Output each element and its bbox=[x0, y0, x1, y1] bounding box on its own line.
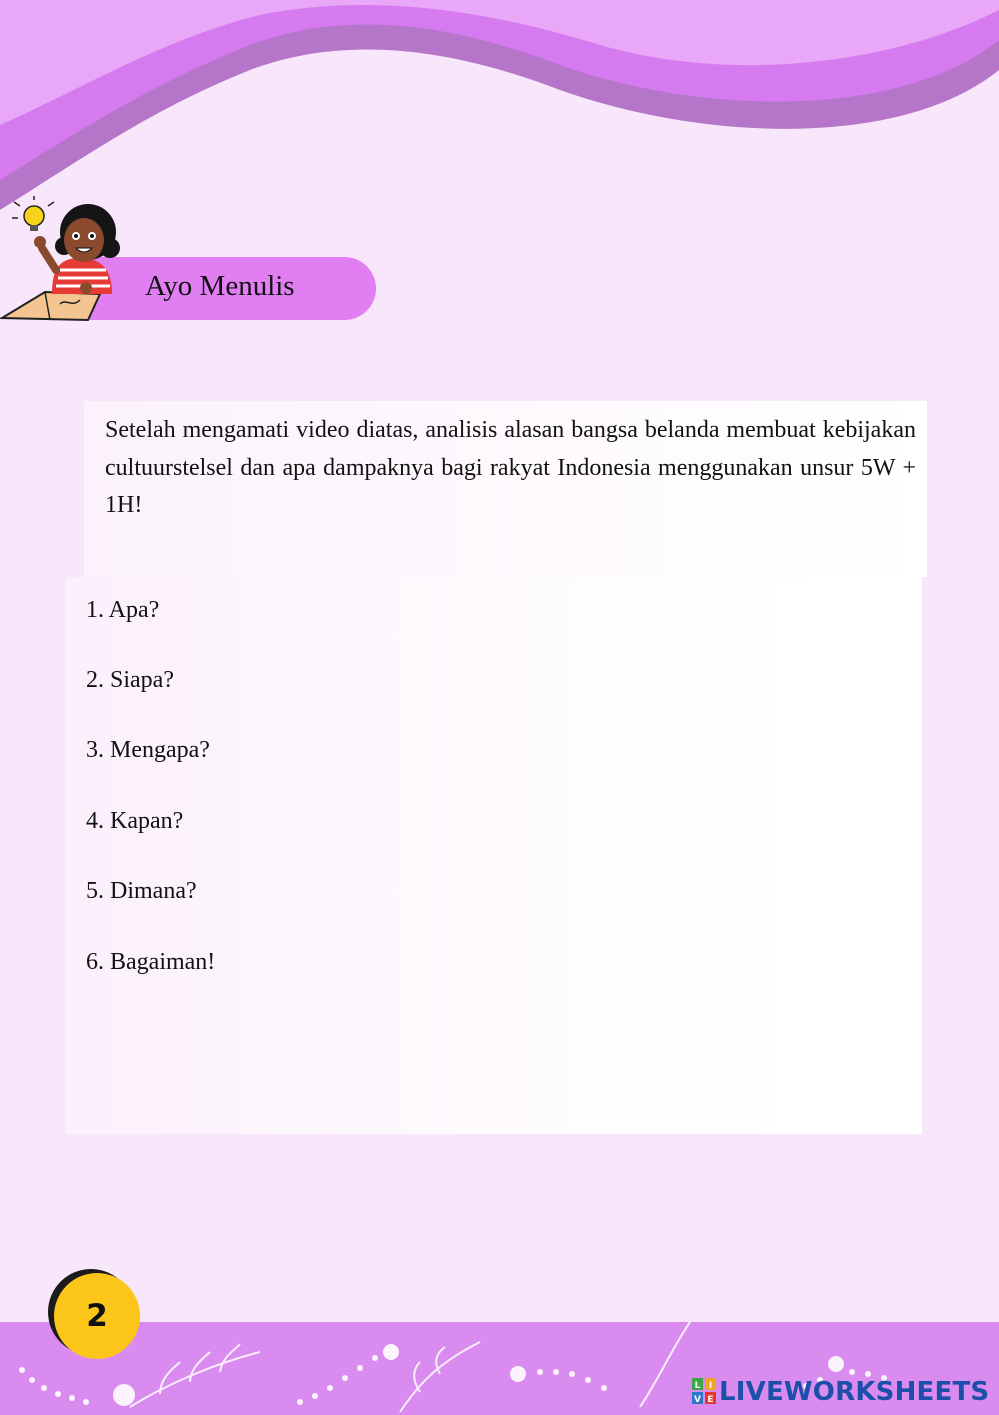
question-what: 1. Apa? bbox=[86, 597, 160, 623]
brand-logo[interactable] bbox=[692, 1374, 989, 1410]
logo-letter-i: I bbox=[708, 1381, 713, 1391]
answer-area[interactable] bbox=[66, 577, 922, 1134]
brand-name: LIVEWORKSHEETS bbox=[719, 1377, 990, 1407]
header-wave-decoration bbox=[0, 0, 999, 230]
section-title: Ayo Menulis bbox=[145, 270, 295, 302]
page-number: 2 bbox=[86, 1298, 108, 1334]
logo-letter-l: L bbox=[694, 1381, 701, 1391]
instruction-text: Setelah mengamati video diatas, analisis alasan bangsa belanda membuat kebijakan cultuurstelsel dan apa dampaknya bagi rakyat Indonesia menggunakan unsur 5W + 1H! bbox=[105, 417, 916, 518]
liveworksheets-logo-icon bbox=[692, 1378, 717, 1406]
girl-writing-mascot-icon bbox=[0, 196, 135, 326]
logo-letter-e: E bbox=[707, 1395, 714, 1405]
question-how: 6. Bagaiman! bbox=[86, 949, 216, 975]
question-when: 4. Kapan? bbox=[86, 808, 184, 834]
question-who: 2. Siapa? bbox=[86, 667, 174, 693]
question-where: 5. Dimana? bbox=[86, 878, 197, 904]
lightbulb-icon bbox=[12, 196, 54, 231]
logo-letter-v: V bbox=[694, 1395, 701, 1405]
question-why: 3. Mengapa? bbox=[86, 737, 210, 763]
